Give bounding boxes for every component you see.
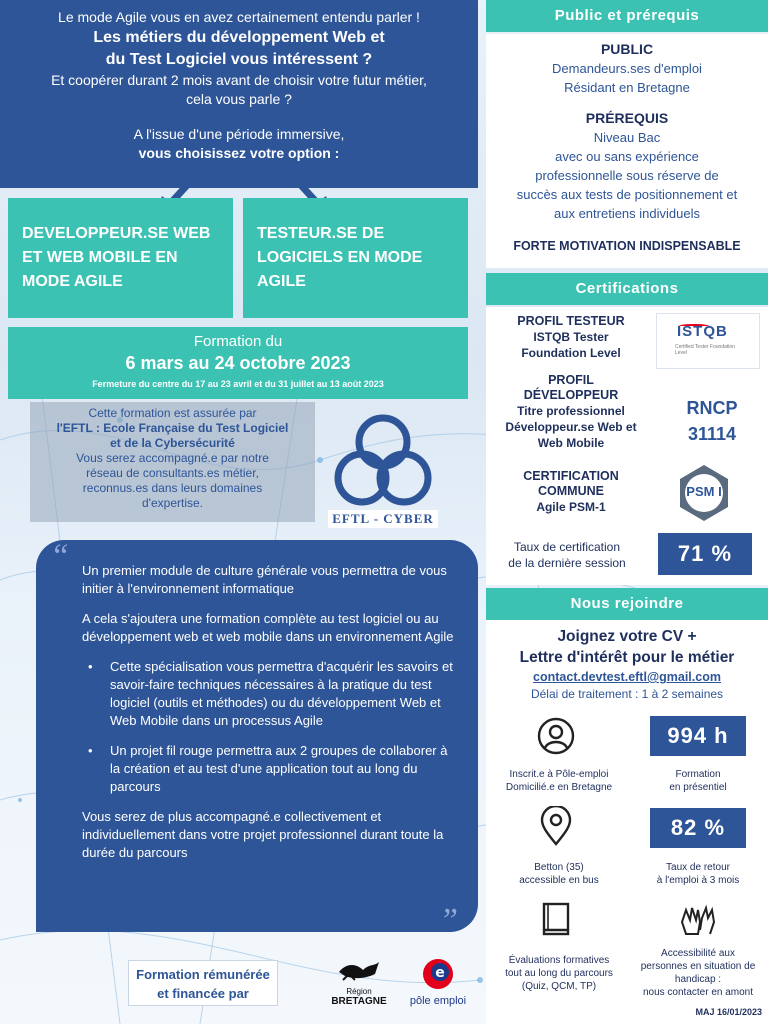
join-title-1: Joignez votre CV + bbox=[557, 628, 697, 645]
book-icon bbox=[536, 900, 576, 940]
cert-rate-line-2: de la dernière session bbox=[508, 556, 626, 570]
program-quote bbox=[36, 538, 478, 939]
common-title-2: COMMUNE bbox=[538, 484, 604, 498]
svg-text:e: e bbox=[435, 965, 445, 981]
rncp-code bbox=[662, 395, 762, 447]
intro-block bbox=[0, 0, 478, 188]
join-panel bbox=[486, 620, 768, 1024]
pole-emploi-logo bbox=[402, 958, 474, 1010]
option-developer: DEVELOPPEUR.SE WEB ET WEB MOBILE EN MODE AGILE bbox=[8, 198, 233, 318]
eftl-line-5: réseau de consultants.es métier, bbox=[86, 466, 259, 480]
intro-line-1: Le mode Agile vous en avez certainement entendu parler ! bbox=[58, 9, 420, 25]
accessibility-line-2: personnes en situation de bbox=[640, 961, 756, 972]
location-line-1: Betton (35) bbox=[534, 862, 584, 873]
certifications-panel bbox=[486, 307, 768, 585]
eftl-line-1: Cette formation est assurée par bbox=[88, 406, 257, 420]
common-certification bbox=[486, 469, 656, 515]
eftl-line-7: d'expertise. bbox=[142, 496, 203, 510]
evaluation-line-3: (Quiz, QCM, TP) bbox=[521, 981, 597, 992]
region-bretagne-logo bbox=[330, 958, 388, 1010]
person-icon bbox=[536, 716, 576, 756]
location-text bbox=[486, 861, 632, 887]
contact-email-link[interactable]: contact.devtest.eftl@gmail.com bbox=[533, 670, 721, 684]
quote-open: “ bbox=[50, 538, 69, 575]
tester-title: PROFIL TESTEUR bbox=[517, 314, 625, 328]
prereq-line-3: professionnelle sous réserve de bbox=[535, 168, 719, 183]
options-row bbox=[0, 198, 478, 320]
evaluation-line-1: Évaluations formatives bbox=[508, 955, 610, 966]
intro-line-5: cela vous parle ? bbox=[186, 91, 292, 107]
developer-line-2: Développeur.se Web et bbox=[505, 420, 637, 434]
prereq-line-5: aux entretiens individuels bbox=[554, 206, 700, 221]
intro-line-7: vous choisissez votre option : bbox=[138, 145, 340, 161]
developer-line-1: Titre professionnel bbox=[517, 404, 625, 418]
eftl-line-6: reconnus.es dans leurs domaines bbox=[82, 481, 263, 495]
rncp-line-1: RNCP bbox=[686, 398, 738, 418]
quote-paragraph-1: Un premier module de culture générale vous permettra de vous initier à l'environnement informatique bbox=[82, 563, 447, 596]
public-header: Public et prérequis bbox=[486, 0, 768, 32]
return-rate-text bbox=[632, 861, 764, 887]
psm-badge bbox=[674, 463, 734, 523]
join-title-2: Lettre d'intérêt pour le métier bbox=[519, 649, 735, 666]
intro-line-2: Les métiers du développement Web et bbox=[93, 29, 385, 46]
accessibility-text bbox=[632, 947, 764, 999]
accessibility-line-3: handicap : bbox=[674, 974, 722, 985]
condition-line-1: Inscrit.e à Pôle-emploi bbox=[509, 769, 609, 780]
join-header: Nous rejoindre bbox=[486, 588, 768, 620]
accessibility-line-4: nous contacter en amont bbox=[642, 987, 754, 998]
dates-closure: Fermeture du centre du 17 au 23 avril et du 31 juillet au 13 août 2023 bbox=[92, 379, 384, 389]
funding-line-2: et financée par bbox=[157, 986, 249, 1001]
intro-line-4: Et coopérer durant 2 mois avant de choisir votre futur métier, bbox=[51, 72, 427, 88]
intro-line-3: du Test Logiciel vous intéressent ? bbox=[105, 51, 373, 68]
public-title: PUBLIC bbox=[600, 41, 654, 57]
cert-rate-line-1: Taux de certification bbox=[513, 540, 621, 554]
prereq-line-4: succès aux tests de positionnement et bbox=[516, 187, 738, 202]
funding-label bbox=[128, 960, 278, 1006]
cert-rate-value: 71 % bbox=[658, 533, 752, 575]
location-pin-icon bbox=[536, 806, 576, 846]
accessibility-line-1: Accessibilité aux bbox=[661, 948, 735, 959]
quote-close: ” bbox=[439, 902, 458, 939]
intro-line-6: A l'issue d'une période immersive, bbox=[133, 126, 345, 142]
dates-label: Formation du bbox=[193, 333, 283, 350]
dates-block bbox=[8, 327, 468, 399]
psm-badge-text: PSM I bbox=[686, 484, 722, 499]
prereq-line-2: avec ou sans expérience bbox=[555, 149, 699, 164]
eftl-line-3: et de la Cybersécurité bbox=[110, 436, 235, 450]
istqb-logo bbox=[656, 313, 760, 369]
dates-range: 6 mars au 24 octobre 2023 bbox=[125, 353, 351, 373]
sign-language-hands-icon bbox=[678, 900, 718, 940]
condition-line-2: Domicilié.e en Bretagne bbox=[505, 782, 613, 793]
quote-bullets bbox=[82, 658, 454, 796]
public-panel bbox=[486, 34, 768, 268]
eftl-trefoil-icon bbox=[328, 412, 438, 508]
eftl-logo-text: EFTL - CYBER bbox=[328, 510, 438, 528]
eftl-line-2: l'EFTL : Ecole Française du Test Logiciel bbox=[56, 421, 289, 435]
processing-delay: Délai de traitement : 1 à 2 semaines bbox=[530, 687, 724, 701]
return-rate-line-1: Taux de retour bbox=[666, 862, 730, 873]
developer-profile bbox=[486, 373, 656, 451]
location-line-2: accessible en bus bbox=[519, 875, 599, 886]
evaluation-text bbox=[486, 954, 632, 993]
funding-line-1: Formation rémunérée bbox=[136, 967, 270, 982]
quote-bullet-2: • Un projet fil rouge permettra aux 2 groupes de collaborer à la création et au test d'une application tout au long du parcours bbox=[82, 742, 454, 796]
return-rate-line-2: à l'emploi à 3 mois bbox=[656, 875, 740, 886]
hours-line-1: Formation bbox=[675, 769, 721, 780]
prereq-title: PRÉREQUIS bbox=[585, 110, 669, 126]
pole-emploi-icon bbox=[421, 958, 455, 990]
developer-title-1: PROFIL bbox=[548, 373, 594, 387]
eftl-logo bbox=[318, 412, 448, 530]
cert-rate-label bbox=[486, 539, 648, 571]
ermine-icon bbox=[337, 958, 381, 982]
pole-emploi-text: pôle emploi bbox=[409, 995, 467, 1007]
istqb-logo-text: ISTQB bbox=[677, 323, 728, 340]
eftl-description bbox=[30, 402, 315, 522]
certifications-header: Certifications bbox=[486, 273, 768, 305]
region-line-1: Région bbox=[346, 987, 372, 996]
tester-profile bbox=[486, 313, 656, 361]
tester-line-2: Foundation Level bbox=[521, 346, 621, 360]
condition-text bbox=[486, 768, 632, 794]
evaluation-line-2: tout au long du parcours bbox=[505, 968, 613, 979]
return-rate-value: 82 % bbox=[650, 808, 746, 848]
eftl-line-4: Vous serez accompagné.e par notre bbox=[76, 451, 269, 465]
option-tester: TESTEUR.SE DE LOGICIELS EN MODE AGILE bbox=[243, 198, 468, 318]
quote-paragraph-3: Vous serez de plus accompagné.e collectivement et individuellement dans votre projet professionnel durant toute la durée du parcours bbox=[82, 809, 444, 860]
developer-title-2: DÉVELOPPEUR bbox=[523, 388, 619, 402]
hours-line-2: en présentiel bbox=[669, 782, 727, 793]
istqb-swoosh-icon bbox=[679, 324, 709, 328]
region-line-2: BRETAGNE bbox=[331, 996, 387, 1007]
motivation-text: FORTE MOTIVATION INDISPENSABLE bbox=[513, 239, 741, 253]
prereq-line-1: Niveau Bac bbox=[593, 130, 661, 145]
hours-text bbox=[632, 768, 764, 794]
quote-bullet-1: • Cette spécialisation vous permettra d'acquérir les savoirs et savoir-faire techniques nécessaires à la pratique du test logiciel (outils et méthodes) ou du développement Web et Web Mobile dans un processus Agile bbox=[82, 658, 454, 730]
hours-value: 994 h bbox=[650, 716, 746, 756]
istqb-logo-sub: Certified Tester Foundation Level bbox=[675, 344, 735, 356]
update-date: MAJ 16/01/2023 bbox=[695, 1007, 762, 1017]
common-title-1: CERTIFICATION bbox=[523, 469, 619, 483]
developer-line-3: Web Mobile bbox=[537, 436, 605, 450]
join-title bbox=[486, 626, 768, 668]
public-line-1: Demandeurs.ses d'emploi bbox=[552, 61, 702, 76]
quote-paragraph-2: A cela s'ajoutera une formation complète au test logiciel ou au développement web et web mobile dans un environnement Agile bbox=[82, 611, 454, 644]
common-line-1: Agile PSM-1 bbox=[536, 500, 606, 514]
rncp-line-2: 31114 bbox=[687, 424, 737, 444]
public-line-2: Résidant en Bretagne bbox=[564, 80, 690, 95]
tester-line-1: ISTQB Tester bbox=[533, 330, 609, 344]
